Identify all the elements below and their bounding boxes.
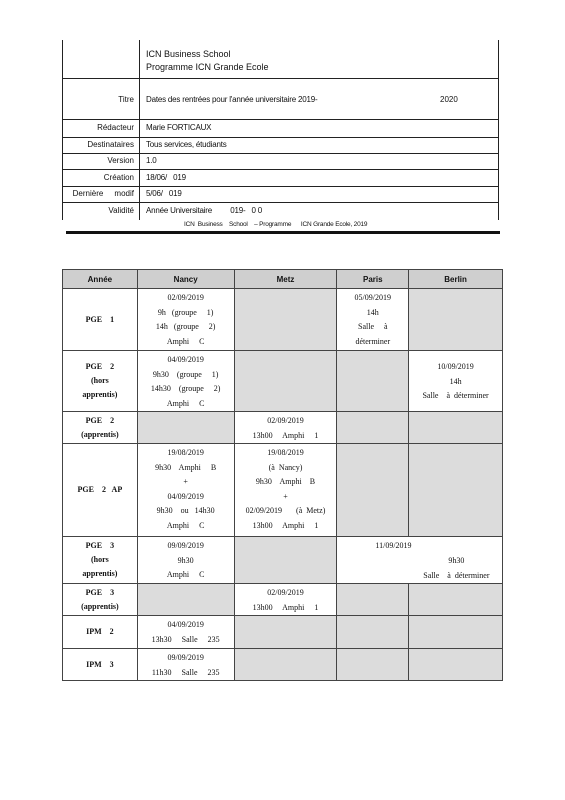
field-value-creation: 18/06/ 019 [146, 173, 186, 182]
cell-berlin [409, 412, 503, 444]
header-rule [62, 186, 499, 187]
table-row [63, 444, 503, 537]
cell-berlin [409, 616, 503, 649]
table-row [63, 649, 503, 681]
row-label: PGE 2 (apprentis) [63, 412, 138, 444]
rentree-schedule-table [62, 269, 503, 681]
field-label-redacteur: Rédacteur [97, 123, 134, 132]
header-right-border [498, 40, 499, 220]
table-row [63, 412, 503, 444]
field-value-titre: Dates des rentrées pour l'année universitaire 2019- [146, 95, 318, 104]
cell-paris: 05/09/2019 14h Salle à déterminer [337, 289, 409, 351]
cell-nancy: 09/09/2019 9h30 Amphi C [137, 537, 234, 584]
field-label-version: Version [107, 156, 134, 165]
field-label-titre: Titre [118, 95, 134, 104]
field-value-derniere-modif: 5/06/ 019 [146, 189, 182, 198]
column-header-paris: Paris [337, 270, 409, 289]
table-row [63, 537, 503, 584]
row-label: IPM 3 [63, 649, 138, 681]
table-row [63, 616, 503, 649]
header-rule [62, 169, 499, 170]
table-row [63, 351, 503, 412]
cell-metz [234, 289, 337, 351]
cell-nancy: 04/09/2019 9h30 (groupe 1) 14h30 (groupe 2) Amphi C [137, 351, 234, 412]
cell-paris [337, 649, 409, 681]
header-rule [62, 78, 499, 79]
field-value-titre-year: 2020 [440, 95, 458, 104]
cell-metz: 19/08/2019 (à Nancy) 9h30 Amphi B + 02/09/2019 (à Metz) 13h00 Amphi 1 [234, 444, 337, 537]
table-row [63, 584, 503, 616]
field-label-creation: Création [103, 173, 134, 182]
cell-berlin [409, 444, 503, 537]
school-name: ICN Business School [146, 49, 231, 59]
cell-paris [337, 616, 409, 649]
cell-metz [234, 351, 337, 412]
cell-nancy: 04/09/2019 13h30 Salle 235 [137, 616, 234, 649]
cell-metz [234, 537, 337, 584]
row-label: PGE 3 (hors apprentis) [63, 537, 138, 584]
cell-metz [234, 616, 337, 649]
field-label-validite: Validité [108, 206, 134, 215]
cell-paris [337, 444, 409, 537]
header-footer-note: ICN Business School – Programme ICN Grande Ecole, 2019 [184, 221, 368, 228]
paris-date: 11/09/2019 [375, 541, 412, 550]
cell-metz: 02/09/2019 13h00 Amphi 1 [234, 584, 337, 616]
field-label-destinataires: Destinataires [87, 140, 134, 149]
cell-nancy: 19/08/2019 9h30 Amphi B + 04/09/2019 9h30 ou 14h30 Amphi C [137, 444, 234, 537]
cell-metz [234, 649, 337, 681]
row-label: PGE 2 (hors apprentis) [63, 351, 138, 412]
field-label-derniere-modif: Dernière modif [72, 189, 134, 198]
cell-nancy: 02/09/2019 9h (groupe 1) 14h (groupe 2) Amphi C [137, 289, 234, 351]
cell-nancy [137, 584, 234, 616]
column-header-annee: Année [63, 270, 138, 289]
cell-metz: 02/09/2019 13h00 Amphi 1 [234, 412, 337, 444]
header-rule [62, 153, 499, 154]
header-underline-bar [66, 231, 500, 234]
header-rule [62, 137, 499, 138]
row-label: PGE 1 [63, 289, 138, 351]
header-rule [62, 119, 499, 120]
cell-paris [337, 412, 409, 444]
column-header-berlin: Berlin [409, 270, 503, 289]
cell-paris [337, 351, 409, 412]
table-header-row [63, 270, 503, 289]
header-rule [62, 202, 499, 203]
header-divider [139, 40, 140, 220]
field-value-destinataires: Tous services, étudiants [146, 140, 227, 149]
cell-berlin [409, 289, 503, 351]
field-value-redacteur: Marie FORTICAUX [146, 123, 212, 132]
document-header [62, 40, 499, 220]
cell-berlin [409, 584, 503, 616]
field-value-validite: Année Universitaire 019- 0 0 [146, 206, 263, 215]
field-value-version: 1.0 [146, 156, 157, 165]
cell-paris [337, 584, 409, 616]
table-row [63, 289, 503, 351]
cell-berlin: 10/09/2019 14h Salle à déterminer [409, 351, 503, 412]
programme-name: Programme ICN Grande Ecole [146, 62, 269, 72]
cell-berlin [409, 649, 503, 681]
column-header-nancy: Nancy [137, 270, 234, 289]
cell-nancy: 09/09/2019 11h30 Salle 235 [137, 649, 234, 681]
row-label: PGE 3 (apprentis) [63, 584, 138, 616]
cell-nancy [137, 412, 234, 444]
row-label: IPM 2 [63, 616, 138, 649]
row-label: PGE 2 AP [63, 444, 138, 537]
cell-paris-berlin: 11/09/2019 9h30 Salle à déterminer [337, 537, 503, 584]
column-header-metz: Metz [234, 270, 337, 289]
